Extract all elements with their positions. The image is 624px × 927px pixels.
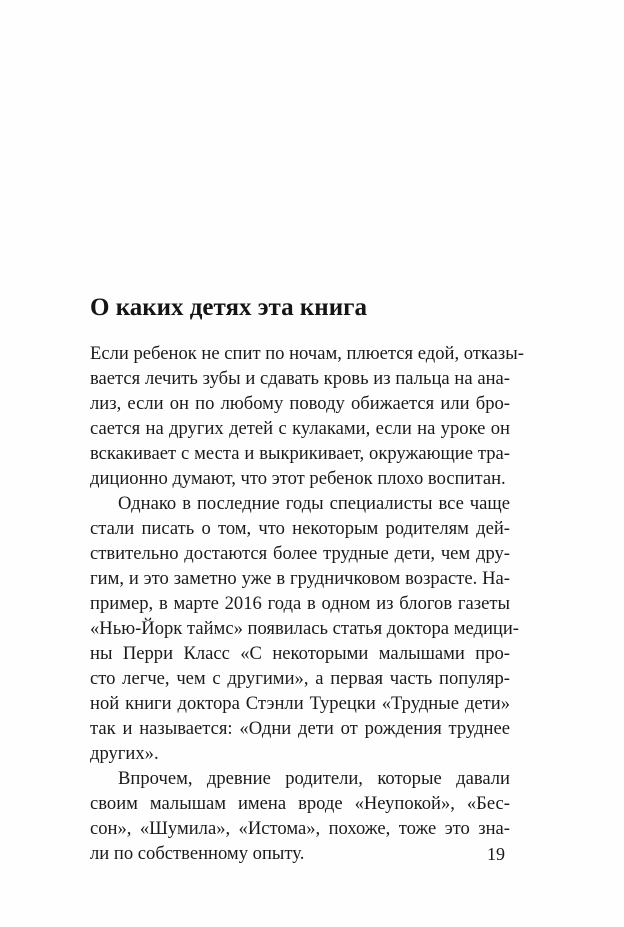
paragraph-3-line-2: своим малышам имена вроде «Неупокой», «Бес- xyxy=(90,793,510,814)
paragraph-3-line-3: сон», «Шумила», «Истома», похоже, тоже это зна- xyxy=(90,818,510,839)
paragraph-2-line-1: Однако в последние годы специалисты все чаще xyxy=(118,493,510,514)
paragraph-2-line-3: ствительно достаются более трудные дети, чем дру- xyxy=(90,543,510,564)
paragraph-1-line-5: вскакивает с места и выкрикивает, окружающие тра- xyxy=(90,443,510,464)
paragraph-3-line-1: Впрочем, древние родители, которые давали xyxy=(118,768,510,789)
paragraph-2-line-9: ной книги доктора Стэнли Турецки «Трудные дети» xyxy=(90,693,510,714)
page-number: 19 xyxy=(487,844,505,864)
paragraph-2-line-7: ны Перри Класс «С некоторыми малышами про- xyxy=(90,643,510,664)
paragraph-2-line-2: стали писать о том, что некоторым родителям дей- xyxy=(90,518,510,539)
paragraph-2-line-4: гим, и это заметно уже в грудничковом возрасте. На- xyxy=(90,568,510,589)
chapter-title: О каких детях эта книга xyxy=(90,294,367,321)
paragraph-2-line-6: «Нью-Йорк таймс» появилась статья доктора медици- xyxy=(90,618,519,639)
paragraph-2-line-10: так и называется: «Одни дети от рождения труднее xyxy=(90,718,510,739)
paragraph-1-line-2: вается лечить зубы и сдавать кровь из пальца на ана- xyxy=(90,368,510,389)
paragraph-1-line-4: сается на других детей с кулаками, если на уроке он xyxy=(90,418,510,439)
paragraph-1-line-1: Если ребенок не спит по ночам, плюется едой, отказы- xyxy=(90,343,524,364)
paragraph-1-line-6: диционно думают, что этот ребенок плохо воспитан. xyxy=(90,468,506,489)
paragraph-1-line-3: лиз, если он по любому поводу обижается или бро- xyxy=(90,393,510,414)
paragraph-2-line-5: пример, в марте 2016 года в одном из блогов газеты xyxy=(90,593,510,614)
paragraph-3-line-4: ли по собственному опыту. xyxy=(90,843,305,864)
paragraph-2-line-8: сто легче, чем с другими», а первая часть популяр- xyxy=(90,668,510,689)
paragraph-2-line-11: других». xyxy=(90,743,159,764)
